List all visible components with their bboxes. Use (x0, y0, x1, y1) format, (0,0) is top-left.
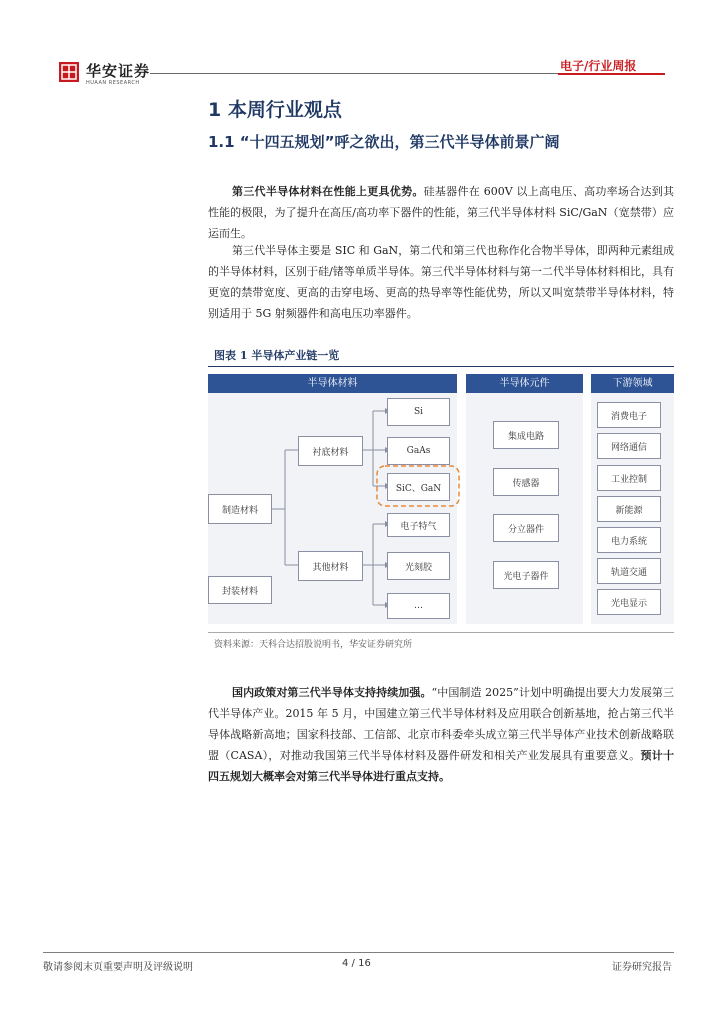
paragraph-3 (208, 682, 674, 787)
node-photoresist: 光刻胶 (387, 552, 450, 580)
paragraph-1-body: 硅基器件在 600V 以上高电压、高功率场合达到其性能的极限，为了提升在高压/高功率下器件的性能，第三代半导体材料 SiC/GaN（宽禁带）应运而生。 (208, 185, 674, 240)
node-substrate-materials: 衬底材料 (298, 436, 363, 466)
band-downstream: 下游领域 (591, 374, 674, 393)
node-manufacturing-materials: 制造材料 (208, 494, 272, 524)
node-electronic-gas: 电子特气 (387, 513, 450, 537)
band-materials: 半导体材料 (208, 374, 457, 393)
node-sic-gan: SiC、GaN (387, 473, 450, 501)
node-industrial-control: 工业控制 (597, 465, 661, 491)
paragraph-3-body: “中国制造 2025”计划中明确提出要大力发展第三代半导体产业。2015 年 5 月，中国建立第三代半导体材料及应用联合创新基地，抢占第三代半导体战略新高地；国家科技部、工信部、北京市科委牵头成立第三代半导体产业技术创新战略联盟（CASA），对推动我国第三代半导体材料及器件研发和相关产业发展具有重要意义。 (208, 686, 674, 762)
paragraph-2: 第三代半导体主要是 SIC 和 GaN，第二代和第三代也称作化合物半导体，即两种元素组成的半导体材料，区别于硅/锗等单质半导体。第三代半导体材料与第一二代半导体材料相比，具有更宽的禁带宽度、更高的击穿电场、更高的热导率等性能优势，所以又叫宽禁带半导体材料，特别适用于 5G 射频器件和高电压功率器件。 (208, 244, 674, 320)
footer-disclaimer: 敬请参阅末页重要声明及评级说明 (43, 962, 193, 973)
node-gaas: GaAs (387, 437, 450, 465)
subsection-heading: 1.1 “十四五规划”呼之欲出，第三代半导体前景广阔 (208, 133, 560, 151)
logo-text: 华安证券 (86, 62, 151, 80)
paragraph-3-conclusion: 预计十四五规划大概率会对第三代半导体进行重点支持。 (208, 749, 674, 783)
figure-bottom-rule (208, 632, 674, 633)
node-sensor: 传感器 (493, 468, 559, 496)
band-components: 半导体元件 (466, 374, 583, 393)
node-consumer-electronics: 消费电子 (597, 402, 661, 428)
node-rail-transit: 轨道交通 (597, 558, 661, 584)
section-heading: 1 本周行业观点 (208, 99, 342, 121)
node-power-system: 电力系统 (597, 527, 661, 553)
report-category: 电子/行业周报 (560, 59, 637, 73)
footer-divider (43, 952, 674, 953)
node-other-materials: 其他材料 (298, 551, 363, 581)
node-etc: … (387, 593, 450, 619)
node-network-communication: 网络通信 (597, 433, 661, 459)
node-si: Si (387, 398, 450, 426)
node-new-energy: 新能源 (597, 496, 661, 522)
paragraph-3-lead: 国内政策对第三代半导体支持持续加强。 (232, 686, 432, 699)
node-integrated-circuit: 集成电路 (493, 421, 559, 449)
footer-report-type: 证券研究报告 (612, 962, 672, 973)
paragraph-1-lead: 第三代半导体材料在性能上更具优势。 (232, 185, 424, 198)
figure-title: 图表 1 半导体产业链一览 (214, 349, 340, 362)
figure-source: 资料来源：天科合达招股说明书，华安证券研究所 (214, 640, 413, 650)
logo-subtext: HUAAN RESEARCH (86, 80, 140, 86)
node-optoelectronic-display: 光电显示 (597, 589, 661, 615)
node-optoelectronic-device: 光电子器件 (493, 561, 559, 589)
node-packaging-materials: 封装材料 (208, 576, 272, 604)
page-number: 4 / 16 (342, 958, 371, 969)
node-discrete-device: 分立器件 (493, 514, 559, 542)
